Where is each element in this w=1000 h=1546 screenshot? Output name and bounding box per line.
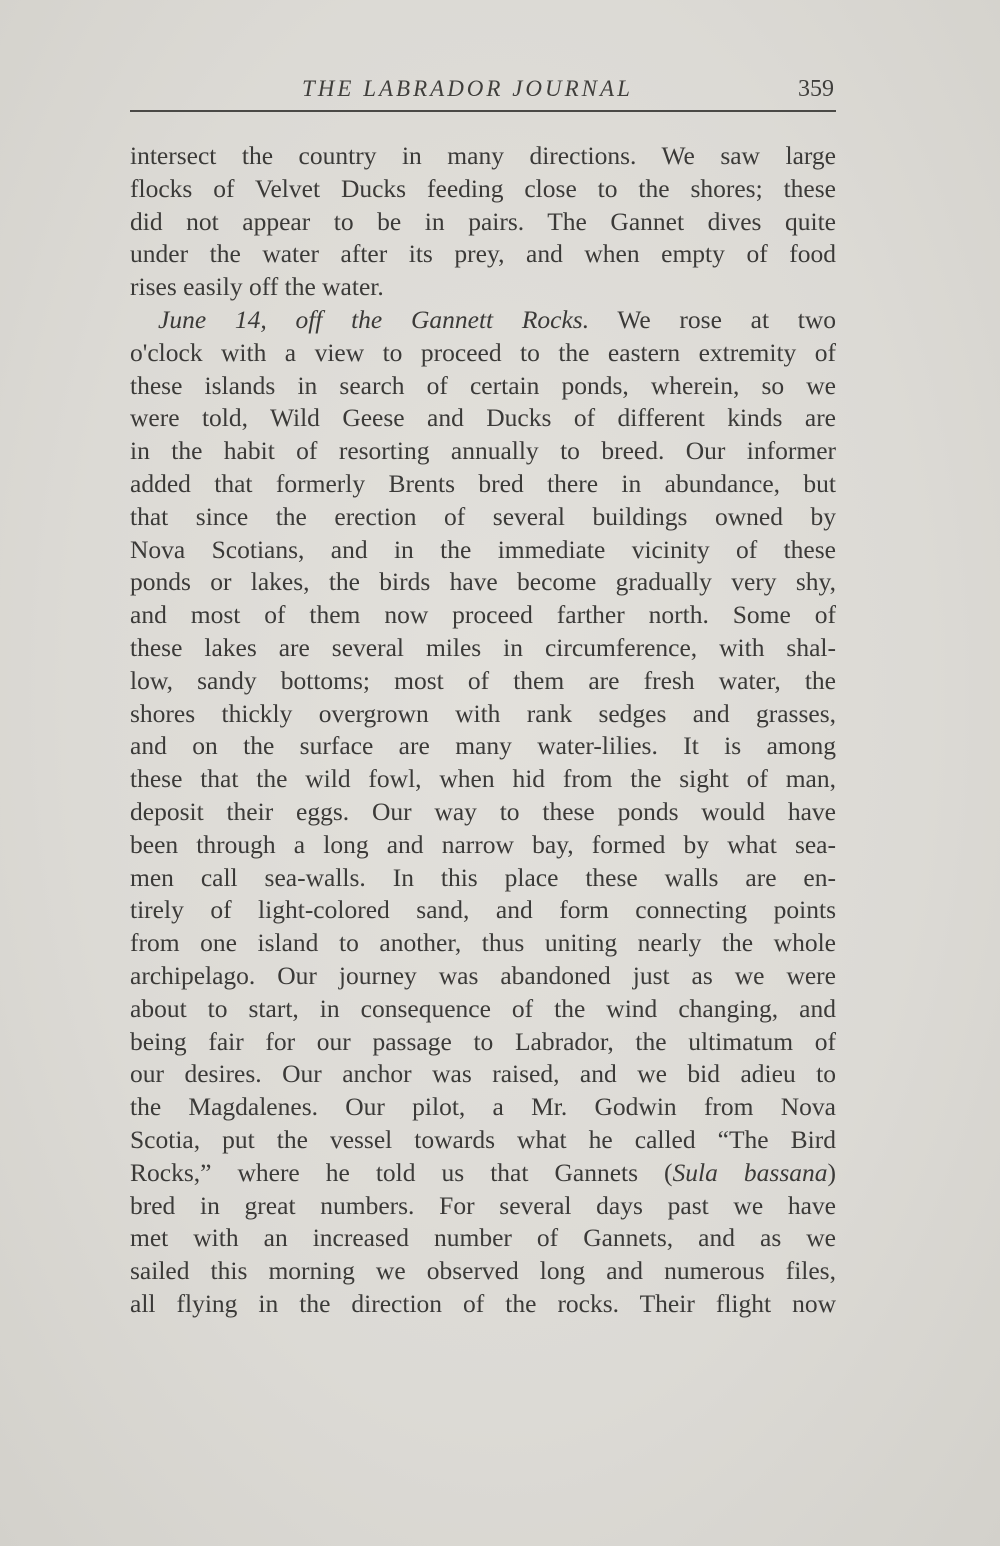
text-line: rises easily off the water. xyxy=(130,272,384,302)
text-line: were told, Wild Geese and Ducks of different kinds are xyxy=(130,403,836,433)
text-line: deposit their eggs. Our way to these ponds would have xyxy=(130,796,836,826)
text-line: that since the erection of several buildings owned by xyxy=(130,501,836,531)
text-line: archipelago. Our journey was abandoned just as we were xyxy=(130,960,836,990)
text-fragment: ) xyxy=(827,1157,836,1187)
text-line: added that formerly Brents bred there in abundance, but xyxy=(130,468,836,498)
text-line: intersect the country in many directions. We saw large xyxy=(130,141,836,170)
text-line: flocks of Velvet Ducks feeding close to the shores; these xyxy=(130,173,836,203)
text-fragment: Rocks,” where he told us that Gannets ( xyxy=(130,1157,673,1187)
text-line: bred in great numbers. For several days past we have xyxy=(130,1190,836,1220)
text-line: about to start, in consequence of the wind changing, and xyxy=(130,993,836,1023)
text-fragment: We rose at two xyxy=(617,304,836,334)
text-line: Nova Scotians, and in the immediate vicinity of these xyxy=(130,534,836,564)
text-line: all flying in the direction of the rocks. Their flight now xyxy=(130,1288,836,1318)
text-line: shores thickly overgrown with rank sedges and grasses, xyxy=(130,698,836,728)
text-line: ponds or lakes, the birds have become gradually very shy, xyxy=(130,567,836,597)
text-line: in the habit of resorting annually to breed. Our informer xyxy=(130,436,836,466)
running-title: THE LABRADOR JOURNAL xyxy=(302,76,633,101)
text-line: from one island to another, thus uniting nearly the whole xyxy=(130,928,836,958)
text-line: Scotia, put the vessel towards what he called “The Bird xyxy=(130,1124,836,1154)
text-line: tirely of light-colored sand, and form connecting points xyxy=(130,895,836,925)
text-line: did not appear to be in pairs. The Gannet dives quite xyxy=(130,206,836,236)
text-line xyxy=(130,304,836,337)
text-line: sailed this morning we observed long and numerous files, xyxy=(130,1256,836,1286)
text-line: o'clock with a view to proceed to the eastern extremity of xyxy=(130,337,836,367)
page-header xyxy=(130,74,836,112)
text-line: being fair for our passage to Labrador, the ultimatum of xyxy=(130,1026,836,1056)
text-line: our desires. Our anchor was raised, and we bid adieu to xyxy=(130,1059,836,1089)
text-line: and most of them now proceed farther north. Some of xyxy=(130,600,836,630)
page-number: 359 xyxy=(798,76,834,102)
text-line: the Magdalenes. Our pilot, a Mr. Godwin from Nova xyxy=(130,1092,836,1122)
date-heading: June 14, off the Gannett Rocks. xyxy=(158,304,590,334)
text-line: and on the surface are many water-lilies. It is among xyxy=(130,731,836,761)
body-text xyxy=(130,140,836,1321)
text-line: men call sea-walls. In this place these walls are en- xyxy=(130,862,836,892)
text-line: these lakes are several miles in circumference, with shal- xyxy=(130,632,836,662)
text-line: been through a long and narrow bay, formed by what sea- xyxy=(130,829,836,859)
text-line xyxy=(130,1157,836,1190)
text-line: low, sandy bottoms; most of them are fresh water, the xyxy=(130,665,836,695)
text-line: these islands in search of certain ponds, wherein, so we xyxy=(130,370,836,400)
text-line: under the water after its prey, and when empty of food xyxy=(130,239,836,269)
text-line: met with an increased number of Gannets, and as we xyxy=(130,1223,836,1253)
species-name: Sula bassana xyxy=(672,1157,828,1187)
text-line: these that the wild fowl, when hid from the sight of man, xyxy=(130,764,836,794)
